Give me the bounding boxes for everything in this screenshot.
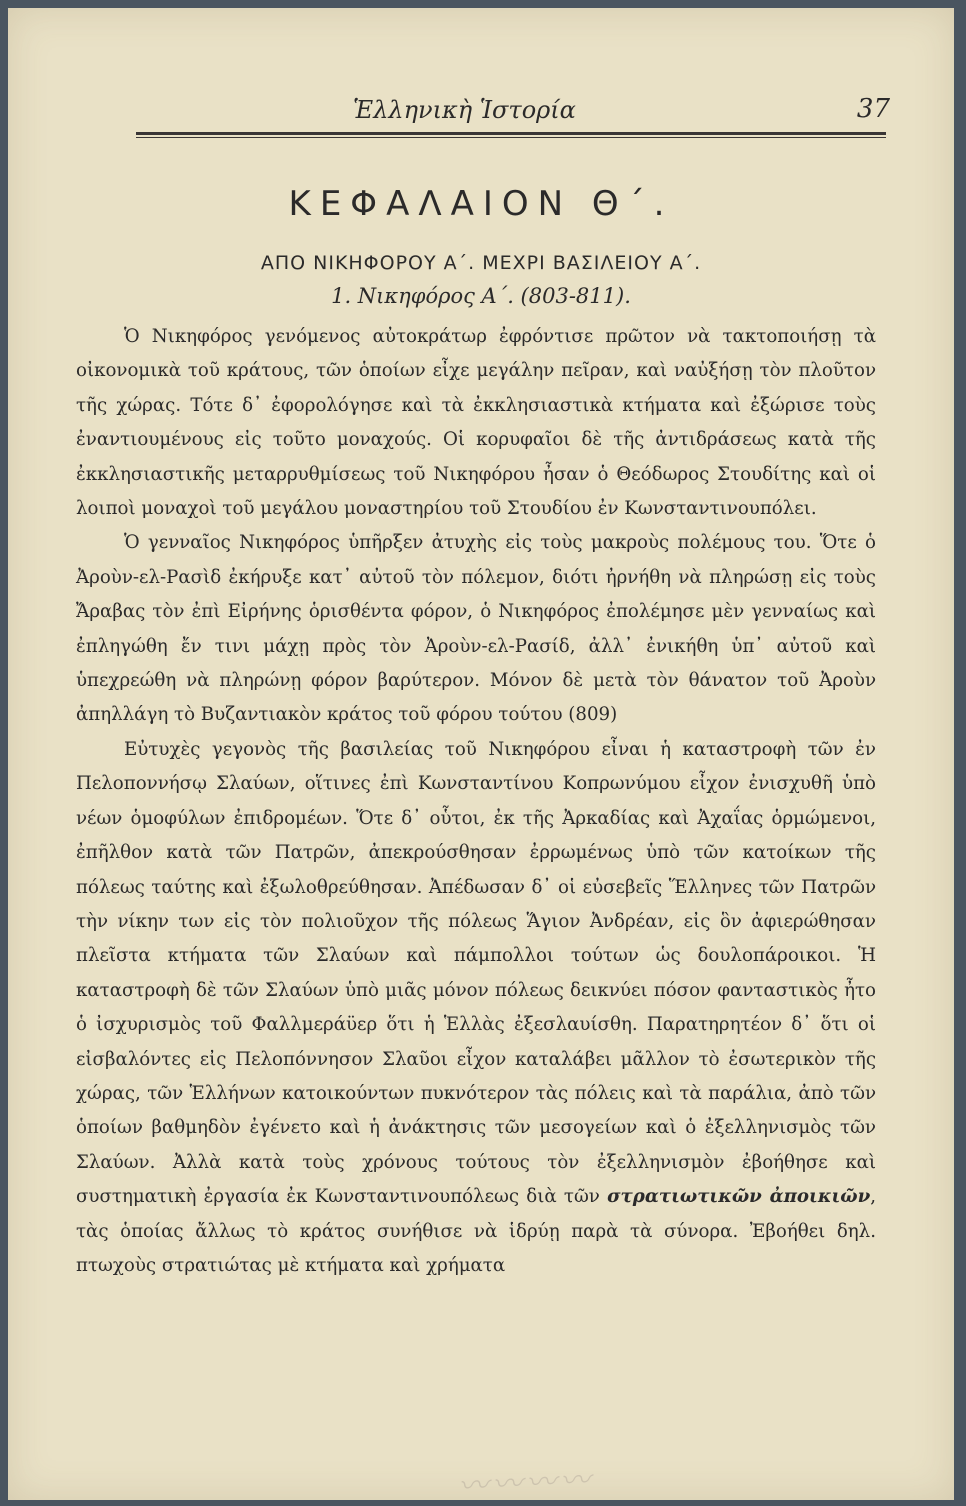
page-number: 37 (856, 94, 890, 124)
running-header-title: Ἑλληνικὴ Ἱστορία (353, 96, 576, 124)
handwritten-stamp-mark: 〰〰〰〰 (457, 1462, 596, 1505)
chapter-title: ΚΕΦΑΛΑΙΟΝ Θ΄. (288, 184, 674, 224)
paragraph-3-text-after: , τὰς ὁποίας ἄλλως τὸ κράτος συνήθισε νὰ ἱδρύῃ παρὰ τὰ σύνορα. Ἐβοήθει δηλ. πτωχοὺς στρατιώτας μὲ κτήματα καὶ χρήματα (76, 1186, 876, 1276)
paragraph-3 (76, 733, 876, 1284)
paragraph-1: Ὁ Νικηφόρος γενόμενος αὐτοκράτωρ ἐφρόντισε πρῶτον νὰ τακτοποιήσῃ τὰ οἰκονομικὰ τοῦ κράτους, τῶν ὁποίων εἶχε μεγάλην πεῖραν, καὶ ναὐξήσῃ τὸν πλοῦτον τῆς χώρας. Τότε δ᾽ ἐφορολόγησε καὶ τὰ ἐκκλησιαστικὰ κτήματα καὶ ἐξώρισε τοὺς ἐναντιουμένους εἰς τοῦτο μοναχούς. Οἱ κορυφαῖοι δὲ τῆς ἀντιδράσεως κατὰ τῆς ἐκκλησιαστικῆς μεταρρυθμίσεως τοῦ Νικηφόρου ἦσαν ὁ Θεόδωρος Στουδίτης καὶ οἱ λοιποὶ μοναχοὶ τοῦ μεγάλου μοναστηρίου τοῦ Στουδίου ἐν Κωνσταντινουπόλει. (76, 326, 876, 520)
paragraph-2: Ὁ γενναῖος Νικηφόρος ὑπῆρξεν ἀτυχὴς εἰς τοὺς μακροὺς πολέμους του. Ὅτε ὁ Ἀροὺν-ελ-Ρασὶδ ἐκήρυξε κατ᾽ αὐτοῦ τὸν πόλεμον, διότι ἠρνήθη νὰ πληρώσῃ εἰς τοὺς Ἄραβας τὸν ἐπὶ Εἰρήνης ὁρισθέντα φόρον, ὁ Νικηφόρος ἐπολέμησε μὲν γενναίως καὶ ἐπληγώθη ἔν τινι μάχῃ πρὸς τὸν Ἀροὺν-ελ-Ρασίδ, ἀλλ᾽ ἐνικήθη ὑπ᾽ αὐτοῦ καὶ ὑπεχρεώθη νὰ πληρώνῃ φόρον βαρύτερον. Μόνον δὲ μετὰ τὸν θάνατον τοῦ Ἀροὺν ἀπηλλάγη τὸ Βυζαντιακὸν κράτος τοῦ φόρου τούτου (809) (76, 532, 876, 726)
chapter-subtitle: ΑΠΟ ΝΙΚΗΦΟΡΟΥ Α΄. ΜΕΧΡΙ ΒΑΣΙΛΕΙΟΥ Α΄. (260, 252, 702, 274)
header-rule-thick (136, 132, 886, 135)
section-heading: 1. Νικηφόρος Α΄. (803-811). (331, 284, 631, 308)
book-page (8, 8, 954, 1505)
paragraph-3-emphasis: στρατιωτικῶν ἀποικιῶν (607, 1186, 871, 1208)
header-rule-thin (136, 137, 886, 138)
paragraph-3-text-before: Εὐτυχὲς γεγονὸς τῆς βασιλείας τοῦ Νικηφόρου εἶναι ἡ καταστροφὴ τῶν ἐν Πελοποννήσῳ Σλαύων, οἵτινες ἐπὶ Κωνσταντίνου Κοπρωνύμου εἶχον ἐνισχυθῆ ὑπὸ νέων ὁμοφύλων ἐπιδρομέων. Ὅτε δ᾽ οὗτοι, ἐκ τῆς Ἀρκαδίας καὶ Ἀχαΐας ὁρμώμενοι, ἐπῆλθον κατὰ τῶν Πατρῶν, ἀπεκρούσθησαν ἐρρωμένως ὑπὸ τῶν κατοίκων τῆς πόλεως ταύτης καὶ ἐξωλοθρεύθησαν. Ἀπέδωσαν δ᾽ οἱ εὐσεβεῖς Ἕλληνες τῶν Πατρῶν τὴν νίκην των εἰς τὸν πολιοῦχον τῆς πόλεως Ἅγιον Ἀνδρέαν, εἰς ὃν ἀφιερώθησαν πλεῖστα κτήματα τῶν Σλαύων καὶ πάμπολλοι τούτων ὡς δουλοπάροικοι. Ἡ καταστροφὴ δὲ τῶν Σλαύων ὑπὸ μιᾶς μόνον πόλεως δεικνύει πόσον φανταστικὸς ἦτο ὁ ἰσχυρισμὸς τοῦ Φαλλμεράϋερ ὅτι ἡ Ἑλλὰς ἐξεσλαυίσθη. Παρατηρητέον δ᾽ ὅτι οἱ εἰσβαλόντες εἰς Πελοπόννησον Σλαῦοι εἶχον καταλάβει μᾶλλον τὸ ἐσωτερικὸν τῆς χώρας, τῶν Ἑλλήνων κατοικούντων πυκνότερον τὰς πόλεις καὶ τὰ παράλια, ἀπὸ τῶν ὁποίων βαθμηδὸν ἐγένετο καὶ ἡ ἀνάκτησις τῶν μεσογείων καὶ ὁ ἐξελληνισμὸς τῶν Σλαύων. Ἀλλὰ κατὰ τοὺς χρόνους τούτους τὸν ἐξελληνισμὸν ἐβοήθησε καὶ συστηματικὴ ἐργασία ἐκ Κωνσταντινουπόλεως διὰ τῶν (76, 738, 876, 1208)
body-text (76, 320, 876, 1283)
